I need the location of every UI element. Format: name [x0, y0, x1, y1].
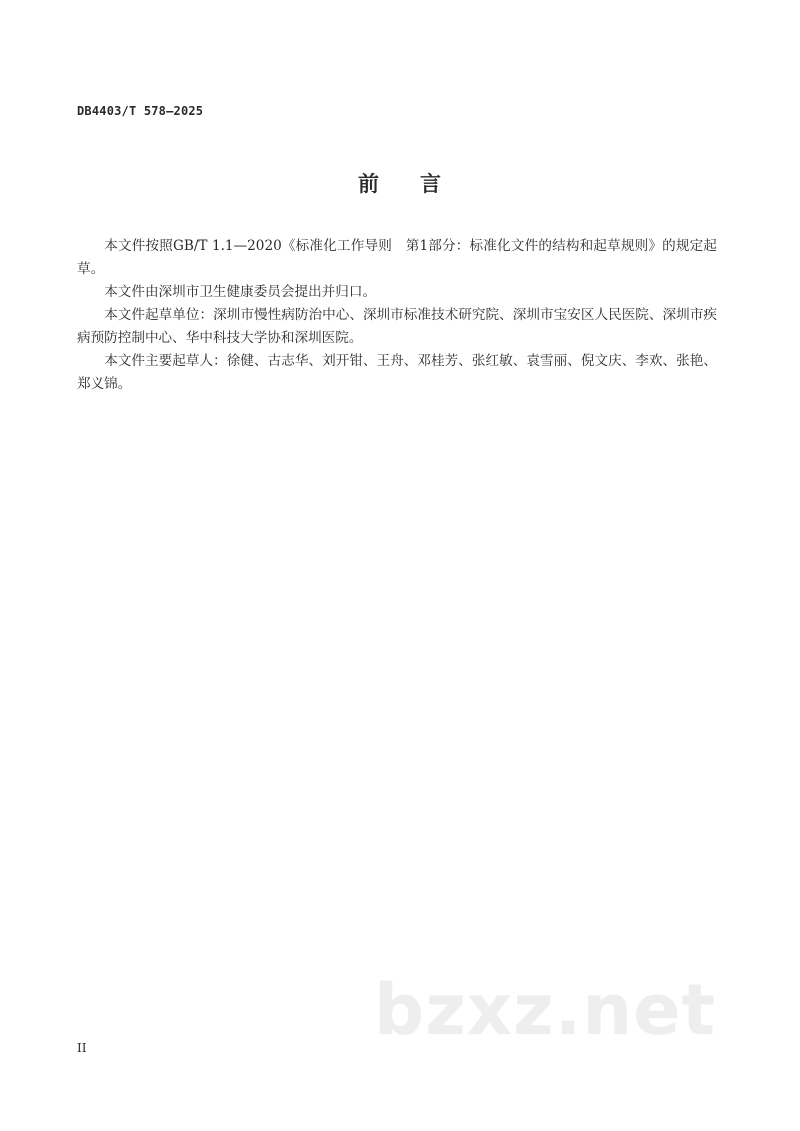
paragraph-drafting-units: 本文件起草单位：深圳市慢性病防治中心、深圳市标准技术研究院、深圳市宝安区人民医院、深圳市疾病预防控制中心、华中科技大学协和深圳医院。: [77, 307, 717, 346]
paragraph-drafting-basis: 本文件按照GB/T 1.1—2020《标准化工作导则 第1部分：标准化文件的结构和起草规则》的规定起草。: [77, 238, 717, 277]
preface-body: [77, 235, 717, 396]
title-char-1: 前: [358, 172, 380, 196]
paragraph-drafters: 本文件主要起草人：徐健、古志华、刘开钳、王舟、邓桂芳、张红敏、袁雪丽、倪文庆、李欢、张艳、郑义锦。: [77, 353, 717, 392]
page-number: II: [77, 1041, 87, 1055]
title-char-2: 言: [420, 172, 442, 196]
page-title: [0, 168, 800, 198]
document-code: DB4403/T 578—2025: [77, 104, 204, 118]
paragraph-proposer: 本文件由深圳市卫生健康委员会提出并归口。: [104, 284, 377, 300]
watermark-text: bzxz.net: [374, 969, 717, 1051]
